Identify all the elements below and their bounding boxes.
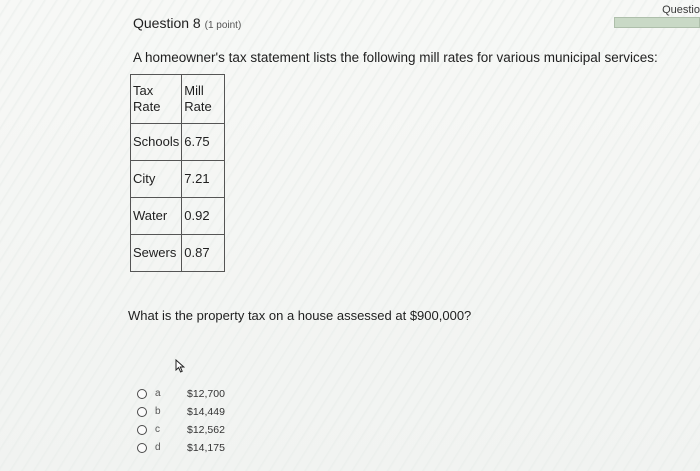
- header-text: Rate: [184, 99, 212, 114]
- rate-cell: 6.75: [182, 124, 225, 161]
- option-letter: d: [155, 442, 161, 453]
- option-value: $12,562: [187, 424, 225, 436]
- question-title: [133, 15, 241, 31]
- radio-button[interactable]: [137, 389, 147, 399]
- mill-rate-table: [130, 74, 225, 272]
- radio-button[interactable]: [137, 425, 147, 435]
- table-row: [131, 235, 225, 272]
- mouse-pointer-icon: [175, 359, 185, 373]
- service-cell: City: [131, 161, 182, 198]
- service-cell: Water: [131, 198, 182, 235]
- option-letter: a: [155, 388, 161, 399]
- radio-button[interactable]: [137, 443, 147, 453]
- table-header-cell: [182, 75, 225, 124]
- option-letter: b: [155, 406, 161, 417]
- header-text: Tax: [133, 83, 154, 98]
- option-value: $14,175: [187, 442, 225, 454]
- question-nav-link[interactable]: Questio: [662, 4, 700, 16]
- option-value: $14,449: [187, 406, 225, 418]
- table-row: [131, 124, 225, 161]
- option-value: $12,700: [187, 388, 225, 400]
- option-letter: c: [155, 424, 160, 435]
- question-points: (1 point): [204, 20, 242, 31]
- header-text: Mill: [184, 83, 204, 98]
- service-cell: Schools: [131, 124, 182, 161]
- radio-button[interactable]: [137, 407, 147, 417]
- header-text: Rate: [133, 99, 161, 114]
- rate-cell: 0.92: [182, 198, 225, 235]
- rate-cell: 0.87: [182, 235, 225, 272]
- table-header-cell: [131, 75, 182, 124]
- table-row: [131, 161, 225, 198]
- service-cell: Sewers: [131, 235, 182, 272]
- question-number: Question 8: [133, 15, 201, 31]
- progress-bar: [614, 17, 700, 28]
- question-ask: What is the property tax on a house assessed at $900,000?: [128, 308, 472, 323]
- table-row: [131, 198, 225, 235]
- table-header-row: [131, 75, 225, 124]
- question-prompt: A homeowner's tax statement lists the following mill rates for various municipal services:: [133, 50, 658, 65]
- rate-cell: 7.21: [182, 161, 225, 198]
